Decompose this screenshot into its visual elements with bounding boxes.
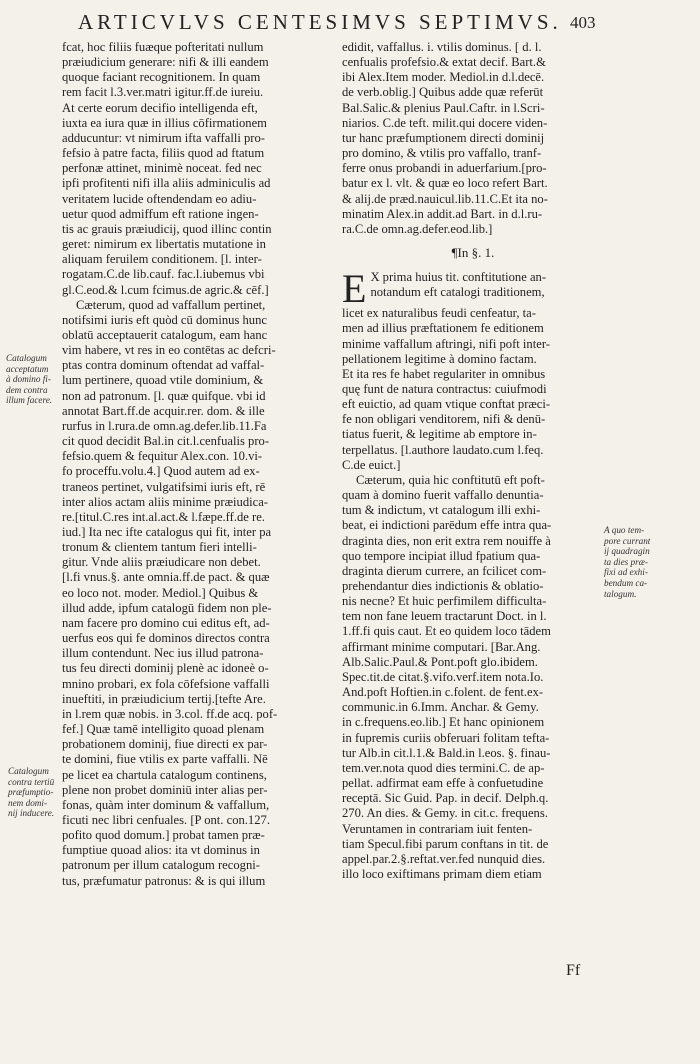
text-line: Bal.Salic.& plenius Paul.Caftr. in l.Scri-	[342, 100, 545, 115]
page-header	[0, 10, 700, 40]
text-line: fefsio.quem & fequitur Alex.con. 10.vi-	[62, 449, 263, 464]
text-line: geret: nimirum ex libertatis mutatione in	[62, 237, 266, 252]
text-line: fcat, hoc filiis fuæque pofteritati nullum	[62, 40, 264, 54]
text-line: gl.C.eod.& l.cum fcimus.de agric.& cēf.]	[62, 282, 269, 297]
text-line: minime vaffallum aftringi, nifi poft inter-	[342, 336, 550, 351]
gloss-line: A quo tem-	[604, 525, 645, 535]
gloss-line: fixi ad exhi-	[604, 567, 648, 578]
text-line: Cæterum, quod ad vaffallum pertinet,	[76, 297, 266, 312]
text-line: Veruntamen in contrariam iuit fenten-	[342, 821, 533, 836]
text-line: At certe eorum decifio intelligenda eft,	[62, 100, 258, 115]
text-line: eft euictio, ad quam vtique conftat præci-	[342, 397, 551, 412]
text-line: oblatū acceptauerit catalogum, eam hanc	[62, 327, 268, 342]
text-line: ibi Alex.Item moder. Mediol.in d.l.decē.	[342, 70, 545, 85]
text-line: nam facere pro domino cui editus eft, ad-	[62, 615, 270, 630]
gloss-line: contra tertiū	[8, 776, 55, 787]
text-line: tem non fane leuem tractarunt Doct. in l.	[342, 609, 547, 624]
text-line: tur Alb.in cit.l.1.& Bald.in l.eos. §. finau-	[342, 745, 551, 760]
text-line: fef.] Quæ tamē intelligito quoad plenam	[62, 722, 265, 737]
gloss-line: præfumptio-	[8, 787, 54, 798]
text-line: perfonæ attinet, minimè noceat. fed nec	[62, 161, 262, 176]
text-line: ferre onus probandi in aduerfarium.[pro-	[342, 161, 547, 176]
text-line: tiam Specul.fibi parum conftans in tit. de	[342, 836, 549, 851]
text-line: pellat. adfirmat eam effe à confuetudine	[342, 776, 544, 791]
text-line: gitur. Vnde aliis præiudicare non debet.	[62, 555, 261, 570]
text-line: tis ac grauis præiudicij, quod illinc contin	[62, 221, 272, 236]
text-line: plene non probet dominiū inter alias per-	[62, 782, 268, 797]
text-line: terpellatus. [l.authore laudato.cum l.feq.	[342, 442, 544, 457]
gloss-line: nij inducere.	[8, 808, 55, 819]
text-line: edidit, vaffallus. i. vtilis dominus. [ d. l.	[342, 40, 542, 54]
text-line: in c.frequens.eo.lib.] Et hanc opinionem	[342, 715, 545, 730]
text-line: quę funt de natura contractus: cuiufmodi	[342, 381, 547, 396]
text-line: veritatem lucide oftendendam eo adiu-	[62, 191, 257, 206]
text-line: quoque faciant recognitionem. In quam	[62, 70, 261, 85]
gloss-line: dem contra	[6, 384, 48, 395]
text-line: 1.ff.fi quis caut. Et eo quidem loco tādem	[342, 624, 551, 639]
text-line: batur ex l. vlt. & quæ eo loco refert Bart.	[342, 176, 548, 191]
margin-gloss-catalog-third-party	[8, 766, 66, 819]
text-line: probationem dominij, fiue directi ex par-	[62, 737, 268, 752]
text-line: notandum eft catalogi traditionem,	[370, 285, 545, 300]
text-line: ficuti nec libri cenfuales. [P ont. con.127.	[62, 812, 270, 827]
text-line: minatim Alex.in addit.ad Bart. in d.l.ru-	[342, 206, 543, 221]
text-line: fo proceffu.volu.4.] Quod autem ad ex-	[62, 464, 260, 479]
text-line: tronum & clientem tantum fieri intelli-	[62, 540, 257, 555]
text-line: quo tempore incipiat illud fpatium qua-	[342, 548, 541, 563]
gloss-line: bendum ca-	[604, 577, 648, 588]
text-line: Et ita res fe habet regulariter in omnibus	[342, 366, 546, 381]
text-line: tum & indictum, vt catalogum illi exhi-	[342, 503, 541, 518]
text-line: draginta dierum currere, an fcilicet com-	[342, 563, 547, 578]
text-line: tur hanc præfumptionem directi dominij	[342, 130, 545, 145]
text-line: licet ex naturalibus feudi cenfeatur, ta-	[342, 306, 536, 321]
text-line: rogatam.C.de lib.cauf. fac.l.iubemus vbi	[62, 267, 265, 282]
dropcap-lines	[342, 270, 604, 300]
text-line: tem.ver.nota quod dies termini.C. de ap-	[342, 760, 545, 775]
text-line: 270. An dies. & Gemy. in cit.c. frequens.	[342, 806, 548, 821]
text-line: illud adde, ipfum catalogū fidem non ple-	[62, 600, 272, 615]
text-line: adducuntur: vt nimirum ifta vaffalli pro-	[62, 130, 265, 145]
right-column-top-text	[342, 40, 604, 237]
gloss-line: Catalogum	[8, 766, 49, 776]
text-line: & alij.de præd.nauicul.lib.11.C.Et ita no-	[342, 191, 548, 206]
text-line: rurfus in l.rura.de omn.ag.defer.lib.11.Fa	[62, 418, 267, 433]
text-line: affirmant minime computari. [Bar.Ang.	[342, 639, 541, 654]
text-line: uetur quod admiffum eft ratione ingen-	[62, 206, 259, 221]
text-line: illum contendunt. Nec ius illud patrona-	[62, 646, 264, 661]
text-line: beat, ei indictioni parēdum effe intra qua-	[342, 518, 552, 533]
dropcap-letter: E	[342, 266, 367, 312]
text-line: cenfualis profefsio.& extat decif. Bart.&	[342, 55, 546, 70]
text-line: appel.par.2.§.reftat.ver.fed nunquid dies.	[342, 851, 546, 866]
text-line: in fupremis curiis obferuari folitam tefta-	[342, 730, 550, 745]
text-line: annotat Bart.ff.de acquir.rer. dom. & ille	[62, 403, 265, 418]
text-line: uerfus eos qui fe dominos directos contra	[62, 631, 270, 646]
text-line: X prima huius tit. conftitutione an-	[370, 270, 547, 285]
text-line: Spec.tit.de citat.§.vifo.verf.item nota.Io.	[342, 669, 544, 684]
text-line: pellationem legitime à domino factam.	[342, 351, 537, 366]
text-line: te domini, fiue vtilis ex parte vaffalli. Nē	[62, 752, 268, 767]
page-number: 403	[570, 13, 596, 32]
gloss-line: illum facere.	[6, 395, 53, 406]
text-line: pro domino, & vtilis pro vaffallo, tranf-	[342, 146, 542, 161]
text-line: niarios. C.de teft. milit.qui docere viden-	[342, 115, 548, 130]
text-line: inueftiti, in præiudicium tertij.[tefte Are.	[62, 691, 266, 706]
text-line: fefsio à patre facta, filiis quod ad ftatum	[62, 146, 265, 161]
text-line: [l.fi vnus.§. ante omnia.ff.de pact. & quæ	[62, 570, 270, 585]
gloss-line: Catalogum	[6, 353, 47, 363]
gloss-line: à domino fi-	[6, 374, 51, 385]
gloss-line: nem domi-	[8, 797, 48, 808]
text-line: quam à domino fuerit vaffallo denuntia-	[342, 488, 544, 503]
right-column	[342, 40, 604, 882]
text-line: iud.] Ita nec ifte catalogus qui fit, inter pa	[62, 525, 272, 539]
text-line: de verb.oblig.] Quibus adde quæ referūt	[342, 85, 544, 100]
dropcap-paragraph	[342, 266, 604, 312]
left-column	[62, 40, 334, 889]
text-line: And.poft Hoftien.in c.folent. de fent.ex-	[342, 685, 544, 700]
text-line: illo loco exiftimans primam diem etiam	[342, 866, 542, 881]
text-line: prehendantur dies indictionis & oblatio-	[342, 579, 544, 593]
section-heading: ¶In §. 1.	[451, 245, 495, 261]
text-line: ipfi profitenti nifi illa aliis adminiculis ad	[62, 176, 271, 191]
text-line: eo loco not. moder. Mediol.] Quibus &	[62, 585, 259, 600]
text-line: nis necne? Et huic perfimilem difficulta-	[342, 594, 547, 609]
text-line: vim habere, vt res in eo contētas ac defcri-	[62, 343, 276, 358]
text-line: fonas, quàm inter dominum & vaffallum,	[62, 797, 270, 812]
signature-mark: Ff	[566, 962, 581, 979]
right-column-bottom-text	[342, 306, 604, 882]
text-line: mnino probari, ex fola cōfefsione vaffalli	[62, 676, 270, 691]
text-line: tiatus fuerit, & legitime ab emptore in-	[342, 427, 537, 442]
text-line: draginta dies, non erit extra rem nouiffe à	[342, 533, 551, 548]
gloss-line: pore currant	[604, 535, 651, 546]
text-line: pe licet ea chartula catalogum continens,	[62, 767, 267, 782]
text-line: Cæterum, quia hic conftitutū eft poft-	[356, 472, 545, 487]
text-line: rem facit l.3.ver.matri igitur.ff.de iureiu.	[62, 85, 264, 100]
running-head: ARTICVLVS CENTESIMVS SEPTIMVS.	[78, 10, 562, 34]
text-line: inter alios actam aliis minime præiudica-	[62, 494, 268, 509]
text-line: receptā. Sic Guid. Pap. in decif. Delph.q.	[342, 791, 549, 806]
text-line: cit quod decidit Bal.in cit.l.cenfualis pro-	[62, 434, 270, 449]
text-line: tus, præfumatur patronus: & is qui illum	[62, 873, 266, 888]
text-line: fumptiue quoad alios: ita vt dominus in	[62, 843, 260, 858]
margin-gloss-catalog-accepted	[6, 353, 64, 406]
text-line: patronum per illum catalogum recogni-	[62, 858, 260, 873]
text-line: communic.in 6.Imm. Anchar. & Gemy.	[342, 700, 539, 715]
text-line: men ad illius præftationem fe editionem	[342, 321, 544, 336]
text-line: ra.C.de omn.ag.defer.eod.lib.]	[342, 221, 493, 236]
gloss-line: talogum.	[604, 588, 637, 599]
text-line: C.de euict.]	[342, 457, 401, 472]
text-line: traneos pertinet, vulgatifsimi iuris eft, rē	[62, 479, 266, 494]
text-line: re.[titul.C.res int.al.act.& l.fæpe.ff.de re.	[62, 509, 265, 524]
text-line: iuxta ea iura quæ in illius cōfirmationem	[62, 115, 267, 130]
gloss-line: acceptatum	[6, 363, 49, 374]
margin-gloss-forty-days	[604, 525, 696, 599]
text-line: non ad patronum. [l. quæ quifque. vbi id	[62, 388, 266, 403]
text-line: lum pertinere, quoad vtile dominium, &	[62, 373, 264, 388]
text-line: fe non obligari venditorem, nifi & denū-	[342, 412, 546, 427]
text-line: pofito quod domum.] probat tamen præ-	[62, 828, 265, 843]
gloss-line: ij quadragin	[604, 546, 650, 557]
text-line: præiudicium generare: nifi & illi eandem	[62, 55, 269, 70]
text-line: ptas contra dominum oftendat ad vaffal-	[62, 358, 265, 373]
gloss-line: ta dies præ-	[604, 556, 648, 567]
text-line: in l.rem quæ nobis. in 3.col. ff.de acq. pof-	[62, 706, 278, 721]
text-line: tus feu directi dominij plenè ac idoneè o-	[62, 661, 269, 676]
text-line: aliquam feruilem conditionem. [l. inter-	[62, 252, 262, 267]
text-line: notifsimi iuris eft quòd cū dominus hunc	[62, 312, 267, 327]
text-line: Alb.Salic.Paul.& Pont.poft glo.ibidem.	[342, 654, 538, 669]
